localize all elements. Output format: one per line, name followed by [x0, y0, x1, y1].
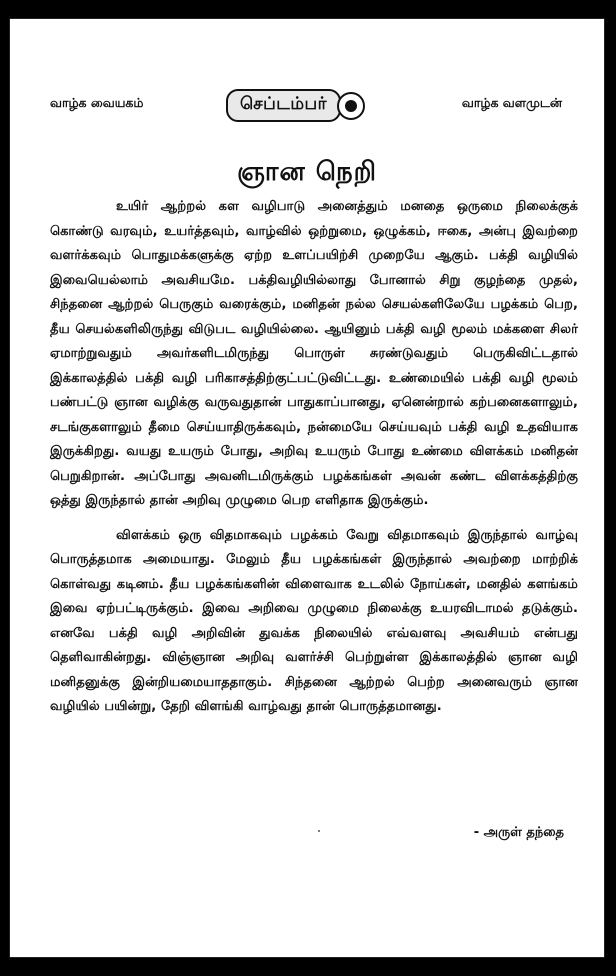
- paragraph-1: உயிர் ஆற்றல் கள வழிபாடு அனைத்தும் மனதை ஒருமை நிலைக்குக் கொண்டு வரவும், உயர்த்தவும், வாழ்வில் ஒற்றுமை, ஒழுக்கம், ஈகை, அன்பு இவற்றை வளர்க்கவும் பொதுமக்களுக்கு ஏற்ற உளப்பயிற்சி முறையே ஆகும். பக்தி வழியில் இவையெல்லாம் அவசியமே. பக்திவழியில்லாது போனால் சிறு குழந்தை முதல், சிந்தனை ஆற்றல் பெருகும் வரைக்கும், மனிதன் நல்ல செயல்களிலேயே பழக்கம் பெற, தீய செயல்களிலிருந்து விடுபட வழியில்லை. ஆயினும் பக்தி வழி மூலம் மக்களை சிலர் ஏமாற்றுவதும் அவர்களிடமிருந்து பொருள் சுரண்டுவதும் பெருகிவிட்டதால் இக்காலத்தில் பக்தி வழி பரிகாசத்திற்குட்பட்டுவிட்டது. உண்மையில் பக்தி வழி மூலம் பண்பட்டு ஞான வழிக்கு வருவதுதான் பாதுகாப்பானது, ஏனென்றால் கற்பனைகளாலும், சடங்குகளாலும் தீமை செய்யாதிருக்கவும், நன்மையே செய்யவும் பக்தி வழி உதவியாக இருக்கிறது. வயது உயரும் போது, அறிவு உயரும் போது உண்மை விளக்கம் மனிதன் பெறுகிறான். அப்போது அவனிடமிருக்கும் பழக்கங்கள் அவன் கண்ட விளக்கத்திற்கு ஒத்து இருந்தால் தான் அறிவு முழுமை பெற எளிதாக இருக்கும்.: [50, 199, 578, 508]
- month-badge: [226, 89, 365, 122]
- page: [9, 18, 605, 958]
- author-signature: - அருள் தந்தை: [473, 825, 564, 840]
- header-left-motto: வாழ்க வையகம்: [50, 95, 144, 110]
- month-label: செப்டம்பர்: [226, 89, 341, 122]
- article-body: [50, 195, 578, 720]
- print-speck: [318, 830, 320, 832]
- page-title: ஞான நெறி: [236, 157, 378, 187]
- dot-icon: [337, 92, 365, 120]
- header-right-motto: வாழ்க வளமுடன்: [461, 95, 562, 110]
- paragraph-2: விளக்கம் ஒரு விதமாகவும் பழக்கம் வேறு விதமாகவும் இருந்தால் வாழ்வு பொருத்தமாக அமையாது. மேலும் தீய பழக்கங்கள் இருந்தால் அவற்றை மாற்றிக் கொள்வது கடினம். தீய பழக்கங்களின் விளைவாக உடலில் நோய்கள், மனதில் களங்கம் இவை ஏற்பட்டிருக்கும். இவை அறிவை முழுமை நிலைக்கு உயரவிடாமல் தடுக்கும். எனவே பக்தி வழி அறிவின் துவக்க நிலையில் எவ்வளவு அவசியம் என்பது தெளிவாகின்றது. விஞ்ஞான அறிவு வளர்ச்சி பெற்றுள்ள இக்காலத்தில் ஞான வழி மனிதனுக்கு இன்றியமையாததாகும். சிந்தனை ஆற்றல் பெற்ற அனைவரும் ஞான வழியில் பயின்று, தேறி விளங்கி வாழ்வது தான் பொருத்தமானது.: [50, 527, 578, 714]
